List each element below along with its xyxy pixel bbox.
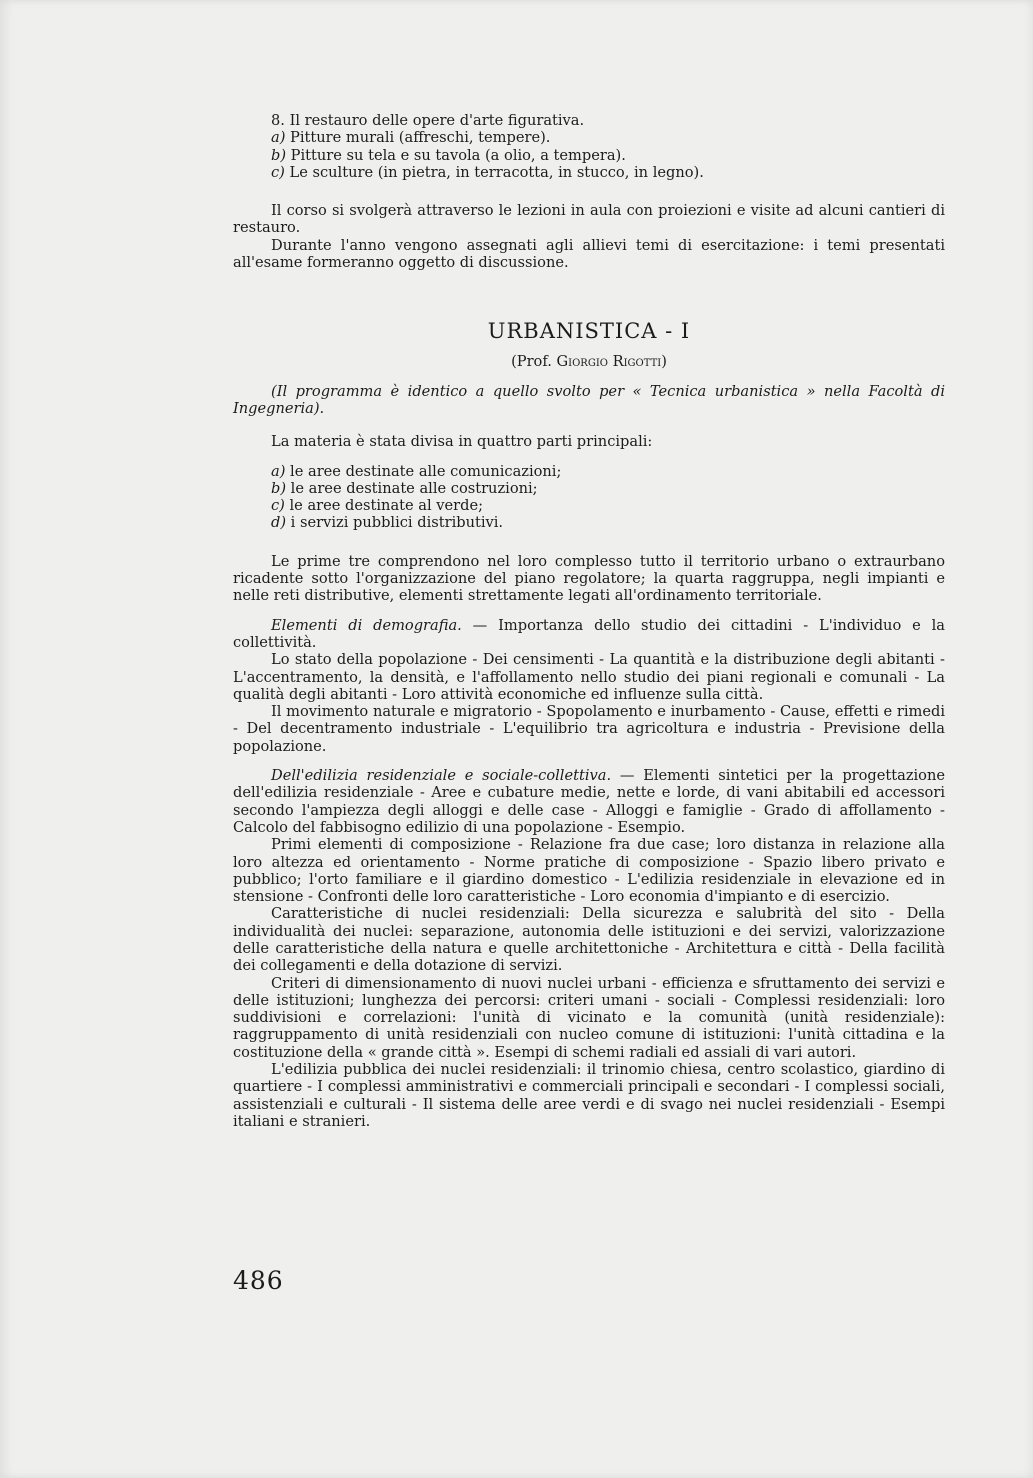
division-summary: Le prime tre comprendono nel loro complesso tutto il territorio urbano o extraurbano ricadente sotto l'organizzazione del piano regolatore; la quarta raggruppa, negli impianti e nelle reti distributive, elementi strettamente legati all'ordinamento territoriale. <box>233 552 945 605</box>
course-description: Il corso si svolgerà attraverso le lezioni in aula con proiezioni e visite ad alcuni cantieri di restauro. <box>233 202 945 237</box>
list-item <box>233 164 945 181</box>
list-item <box>233 129 945 146</box>
list-item-text: Pitture su tela e su tavola (a olio, a tempera). <box>286 146 626 164</box>
list-item <box>233 463 945 480</box>
list-marker: c) <box>271 497 285 515</box>
list-item <box>233 480 945 497</box>
page-content <box>233 112 945 1130</box>
demography-paragraph <box>233 617 945 652</box>
professor-prefix: (Prof. <box>511 353 557 371</box>
list-item <box>233 514 945 531</box>
course-title: URBANISTICA - I <box>487 319 691 344</box>
list-item-text: i servizi pubblici distributivi. <box>286 514 504 532</box>
housing-heading: Dell'edilizia residenziale e sociale-collettiva. <box>271 767 612 785</box>
professor-suffix: ) <box>661 353 667 371</box>
program-note-text: (Il programma è identico a quello svolto per « Tecnica urbanistica » nella Facoltà di Ingegneria). <box>233 382 945 417</box>
demography-text: — Importanza dello studio dei cittadini - L'individuo e la collettività. <box>233 616 945 651</box>
list-item <box>233 147 945 164</box>
list-item-text: Pitture murali (affreschi, tempere). <box>285 129 551 147</box>
demography-paragraph-2: Lo stato della popolazione - Dei censimenti - La quantità e la distribuzione degli abitanti - L'accentramento, la densità, e l'affollamento nello studio dei piani regionali e comunali - La qualità degli abitanti - Loro attività economiche ed influenze sulla città. <box>233 651 945 703</box>
housing-paragraph-5: L'edilizia pubblica dei nuclei residenziali: il trinomio chiesa, centro scolastico, giardino di quartiere - I complessi amministrativi e commerciali principali e secondari - I complessi sociali, assistenziali e culturali - Il sistema delle aree verdi e di svago nei nuclei residenziali - Esempi italiani e stranieri. <box>233 1061 945 1130</box>
housing-paragraph <box>233 767 945 836</box>
housing-paragraph-3: Caratteristiche di nuclei residenziali: Della sicurezza e salubrità del sito - Della individualità dei nuclei: separazione, autonomia delle istituzioni e dei servizi, valorizzazione delle caratteristiche della natura e quelle architettoniche - Architettura e città - Della facilità dei collegamenti e della dotazione di servizi. <box>233 905 945 975</box>
professor-line <box>233 353 945 370</box>
exercises-description: Durante l'anno vengono assegnati agli allievi temi di esercitazione: i temi presentati all'esame formeranno oggetto di discussione. <box>233 236 945 272</box>
list-item-text: Le sculture (in pietra, in terracotta, in stucco, in legno). <box>284 163 704 181</box>
list-marker: c) <box>271 163 285 181</box>
list-item-text: le aree destinate al verde; <box>284 497 484 515</box>
section-8-title: 8. Il restauro delle opere d'arte figurativa. <box>271 112 585 129</box>
demography-paragraph-3: Il movimento naturale e migratorio - Spopolamento e inurbamento - Cause, effetti e rimedi - Del decentramento industriale - L'equilibrio tra agricoltura e industria - Previsione della popolazione. <box>233 703 945 755</box>
housing-paragraph-4: Criteri di dimensionamento di nuovi nuclei urbani - efficienza e sfruttamento dei servizi e delle istituzioni; lunghezza dei percorsi: criteri umani - sociali - Complessi residenziali: loro suddivisioni e correlazioni: l'unità di vicinato e la comunità (unità residenziale): raggruppamento di unità residenziali con nucleo comune di istituzioni: l'unità cittadina e la costituzione della « grande città ». Esempi di schemi radiali ed assiali di vari autori. <box>233 974 945 1061</box>
demography-heading: Elementi di demografia. <box>271 616 462 634</box>
list-marker: b) <box>271 479 287 497</box>
page-number: 486 <box>233 1266 284 1295</box>
program-note <box>233 383 945 418</box>
list-marker: b) <box>271 146 287 164</box>
list-marker: a) <box>271 129 286 147</box>
housing-paragraph-2: Primi elementi di composizione - Relazione fra due case; loro distanza in relazione alla loro altezza ed orientamento - Norme pratiche di composizione - Spazio libero privato e pubblico; l'orto familiare e il giardino domestico - L'edilizia residenziale in elevazione ed in stensione - Confronti delle loro caratteristiche - Loro economia d'impianto e di esercizio. <box>233 836 945 906</box>
division-intro: La materia è stata divisa in quattro parti principali: <box>271 433 653 451</box>
list-item-text: le aree destinate alle costruzioni; <box>286 479 538 497</box>
list-marker: d) <box>271 514 287 532</box>
list-item-text: le aree destinate alle comunicazioni; <box>285 462 562 480</box>
professor-name: Giorgio Rigotti <box>556 353 662 371</box>
housing-text: — Elementi sintetici per la progettazione dell'edilizia residenziale - Aree e cubature medie, nette e lorde, di vani abitabili ed accessori secondo l'ampiezza degli alloggi e delle case - Alloggi e famiglie - Grado di affollamento - Calcolo del fabbisogno edilizio di una popolazione - Esempio. <box>233 767 946 836</box>
list-item <box>233 497 945 514</box>
list-marker: a) <box>271 462 286 480</box>
